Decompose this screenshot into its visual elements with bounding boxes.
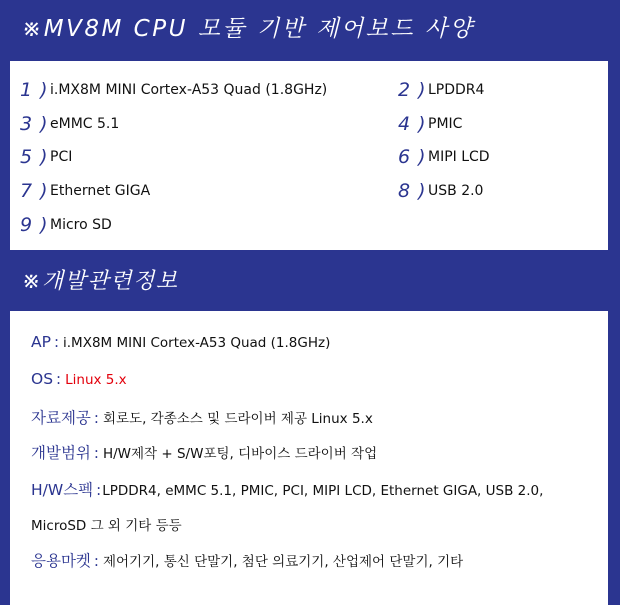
info-key: H/W스펙	[31, 481, 94, 499]
info-row-apps	[31, 549, 463, 571]
spec-item-text: i.MX8M MINI Cortex-A53 Quad (1.8GHz)	[50, 82, 328, 98]
info-value: Linux 5.x	[65, 372, 127, 388]
dev-info-panel	[10, 311, 608, 605]
spec-item-number: 6 )	[398, 146, 427, 168]
spec-item-text: PCI	[50, 149, 73, 165]
info-value: 제어기기, 통신 단말기, 첨단 의료기기, 산업제어 단말기, 기타	[102, 554, 464, 570]
info-row-ap	[31, 333, 330, 351]
spec-item-number: 3 )	[20, 113, 49, 135]
spec-item-6	[398, 145, 490, 169]
info-key: 자료제공	[31, 409, 91, 427]
info-value: H/W제작 + S/W포팅, 디바이스 드라이버 작업	[102, 446, 378, 462]
info-value: MicroSD 그 외 기타 등등	[31, 518, 182, 534]
spec-item-number: 2 )	[398, 79, 427, 101]
info-colon: :	[53, 333, 60, 351]
spec-item-text: PMIC	[428, 116, 463, 132]
info-row-hw-spec-cont	[31, 514, 182, 534]
spec-section-title: ※MV8M CPU 모듈 기반 제어보드 사양	[22, 16, 475, 42]
spec-item-4	[398, 112, 462, 136]
info-key: 응용마켓	[31, 552, 91, 570]
spec-item-number: 7 )	[20, 180, 49, 202]
spec-item-text: MIPI LCD	[428, 149, 490, 165]
info-row-scope	[31, 441, 377, 463]
spec-item-text: Ethernet GIGA	[50, 183, 151, 199]
spec-item-1	[20, 78, 327, 102]
info-colon: :	[56, 370, 62, 388]
spec-item-8	[398, 179, 483, 203]
spec-item-number: 4 )	[398, 113, 427, 135]
spec-item-number: 1 )	[20, 79, 49, 101]
spec-list-panel	[10, 61, 608, 250]
spec-item-7	[20, 179, 150, 203]
info-row-hw-spec	[31, 478, 543, 500]
info-colon: :	[93, 409, 99, 427]
info-colon: :	[93, 552, 99, 570]
info-row-os	[31, 370, 127, 388]
info-key: AP	[31, 333, 51, 351]
dev-info-section-title: ※개발관련정보	[22, 269, 179, 294]
spec-item-number: 8 )	[398, 180, 427, 202]
spec-item-text: Micro SD	[50, 217, 112, 233]
spec-item-3	[20, 112, 119, 136]
spec-item-number: 9 )	[20, 214, 49, 236]
info-value: LPDDR4, eMMC 5.1, PMIC, PCI, MIPI LCD, Ethernet GIGA, USB 2.0,	[102, 483, 544, 499]
spec-item-text: LPDDR4	[428, 82, 485, 98]
spec-item-2	[398, 78, 484, 102]
spec-item-9	[20, 213, 112, 237]
info-row-materials	[31, 406, 373, 428]
info-colon: :	[93, 444, 99, 462]
info-value: i.MX8M MINI Cortex-A53 Quad (1.8GHz)	[63, 335, 331, 351]
info-key: OS	[31, 370, 54, 388]
spec-item-number: 5 )	[20, 146, 49, 168]
info-colon: :	[96, 481, 102, 499]
spec-item-text: eMMC 5.1	[50, 116, 120, 132]
info-key: 개발범위	[31, 444, 91, 462]
spec-item-5	[20, 145, 72, 169]
spec-item-text: USB 2.0	[428, 183, 484, 199]
info-value: 회로도, 각종소스 및 드라이버 제공 Linux 5.x	[102, 411, 373, 427]
